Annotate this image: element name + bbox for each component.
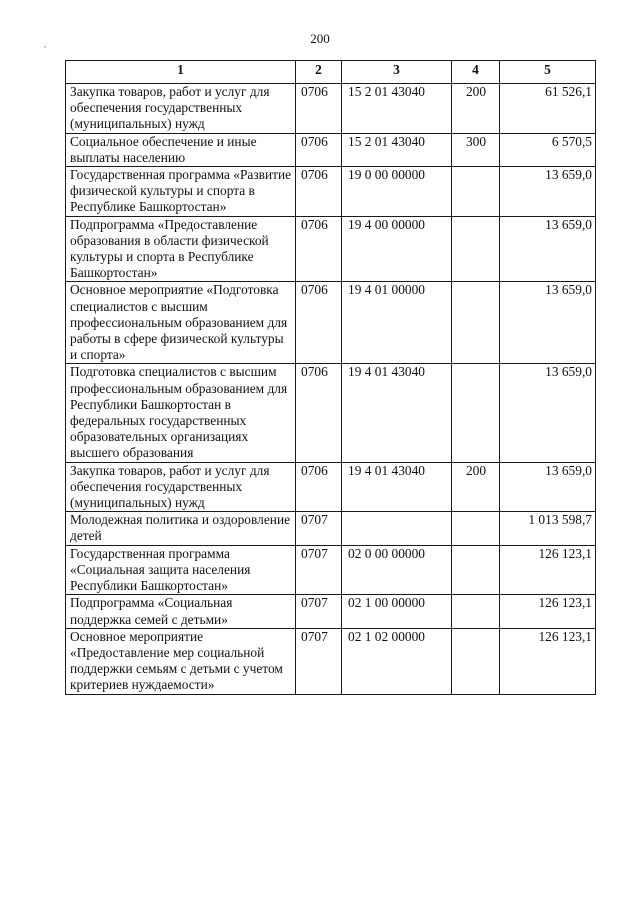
row-code: 15 2 01 43040 <box>342 84 452 134</box>
row-name: Основное мероприятие «Подготовка специалистов с высшим профессиональным образованием для работы в сфере физической культуры и спорта» <box>66 282 296 364</box>
row-code: 02 1 00 00000 <box>342 595 452 628</box>
row-code: 19 0 00 00000 <box>342 167 452 217</box>
row-amount: 13 659,0 <box>500 282 596 364</box>
row-amount: 126 123,1 <box>500 628 596 694</box>
row-type: 200 <box>452 84 500 134</box>
row-section: 0706 <box>296 133 342 166</box>
row-name: Государственная программа «Развитие физической культуры и спорта в Республике Башкортостан» <box>66 167 296 217</box>
row-name: Подпрограмма «Предоставление образования в области физической культуры и спорта в Республике Башкортостан» <box>66 216 296 282</box>
table-row <box>66 512 596 545</box>
row-type <box>452 545 500 595</box>
row-amount: 13 659,0 <box>500 167 596 217</box>
row-amount: 126 123,1 <box>500 545 596 595</box>
row-amount: 6 570,5 <box>500 133 596 166</box>
table-row <box>66 545 596 595</box>
row-section: 0707 <box>296 545 342 595</box>
table-row <box>66 133 596 166</box>
row-name: Молодежная политика и оздоровление детей <box>66 512 296 545</box>
row-type: 300 <box>452 133 500 166</box>
header-col-5: 5 <box>500 61 596 84</box>
table-row <box>66 462 596 512</box>
table-row <box>66 595 596 628</box>
row-type <box>452 167 500 217</box>
table-row <box>66 216 596 282</box>
row-amount: 13 659,0 <box>500 216 596 282</box>
row-code: 02 0 00 00000 <box>342 545 452 595</box>
header-col-3: 3 <box>342 61 452 84</box>
header-col-1: 1 <box>66 61 296 84</box>
row-name: Закупка товаров, работ и услуг для обеспечения государственных (муниципальных) нужд <box>66 462 296 512</box>
row-section: 0707 <box>296 595 342 628</box>
row-code: 19 4 00 00000 <box>342 216 452 282</box>
row-name: Основное мероприятие «Предоставление мер социальной поддержки семьям с детьми с учетом критериев нуждаемости» <box>66 628 296 694</box>
row-amount: 126 123,1 <box>500 595 596 628</box>
header-col-2: 2 <box>296 61 342 84</box>
row-section: 0706 <box>296 462 342 512</box>
row-amount: 61 526,1 <box>500 84 596 134</box>
header-row <box>66 61 596 84</box>
row-type <box>452 282 500 364</box>
table-row <box>66 364 596 462</box>
table-body <box>66 84 596 695</box>
row-section: 0706 <box>296 84 342 134</box>
row-section: 0706 <box>296 364 342 462</box>
row-name: Социальное обеспечение и иные выплаты населению <box>66 133 296 166</box>
row-type <box>452 595 500 628</box>
row-code: 19 4 01 43040 <box>342 364 452 462</box>
page-number: 200 <box>310 31 330 46</box>
row-amount: 13 659,0 <box>500 462 596 512</box>
table-row <box>66 84 596 134</box>
row-name: Подпрограмма «Социальная поддержка семей с детьми» <box>66 595 296 628</box>
row-section: 0706 <box>296 282 342 364</box>
row-amount: 1 013 598,7 <box>500 512 596 545</box>
row-code <box>342 512 452 545</box>
row-name: Государственная программа «Социальная защита населения Республики Башкортостан» <box>66 545 296 595</box>
row-type <box>452 512 500 545</box>
row-code: 15 2 01 43040 <box>342 133 452 166</box>
table-row <box>66 628 596 694</box>
row-name: Подготовка специалистов с высшим профессиональным образованием для Республики Башкортостан в федеральных государственных образовательных организациях высшего образования <box>66 364 296 462</box>
row-type: 200 <box>452 462 500 512</box>
row-section: 0706 <box>296 167 342 217</box>
row-code: 02 1 02 00000 <box>342 628 452 694</box>
row-section: 0707 <box>296 512 342 545</box>
row-amount: 13 659,0 <box>500 364 596 462</box>
budget-table <box>65 60 596 695</box>
row-type <box>452 628 500 694</box>
header-col-4: 4 <box>452 61 500 84</box>
row-code: 19 4 01 00000 <box>342 282 452 364</box>
row-section: 0707 <box>296 628 342 694</box>
stray-mark: , <box>44 40 46 49</box>
table-row <box>66 167 596 217</box>
table-header <box>66 61 596 84</box>
row-name: Закупка товаров, работ и услуг для обеспечения государственных (муниципальных) нужд <box>66 84 296 134</box>
table-row <box>66 282 596 364</box>
row-code: 19 4 01 43040 <box>342 462 452 512</box>
row-section: 0706 <box>296 216 342 282</box>
row-type <box>452 216 500 282</box>
row-type <box>452 364 500 462</box>
